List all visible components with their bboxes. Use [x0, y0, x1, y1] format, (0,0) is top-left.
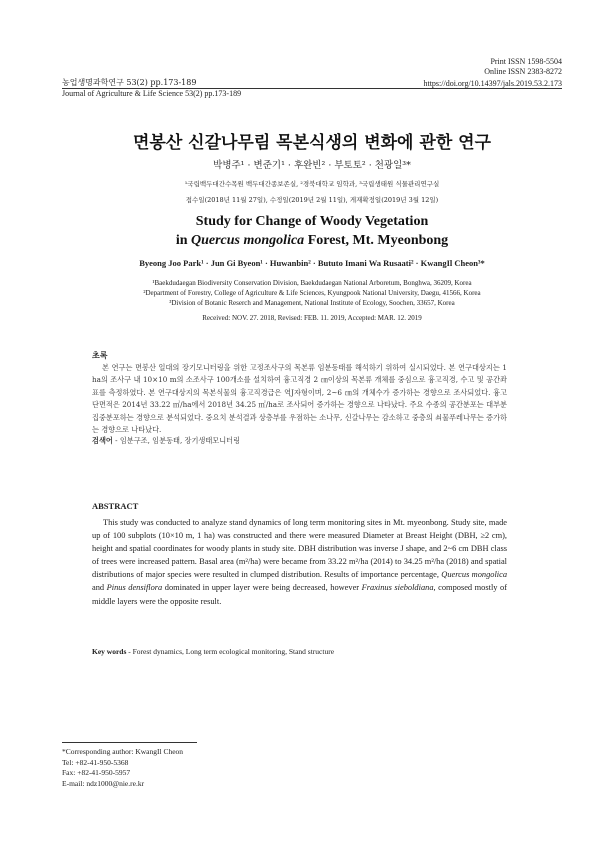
dates-korean: 접수일(2018년 11월 27일), 수정일(2019년 2월 11일), 게재확정일(2019년 3월 12일) — [185, 196, 439, 204]
title-en-species: Quercus mongolica — [191, 233, 305, 248]
abstract-english-body — [92, 516, 507, 608]
title-korean: 면봉산 신갈나무림 목본식생의 변화에 관한 연구 — [132, 133, 492, 153]
affiliations-korean: ¹국립백두대간수목원 백두대간종보존실, ²경북대학교 임학과, ³국립생태원 식물관리연구실 — [184, 180, 440, 188]
journal-english: Journal of Agriculture & Life Science 53(2) pp.173-189 — [62, 89, 242, 98]
authors-korean: 박병주¹ · 변준기¹ · 후완빈² · 부토토² · 천광일³* — [213, 160, 411, 171]
keywords-korean-label: 검색어 — [92, 436, 113, 445]
title-en-suffix: Forest, Mt. Myeonbong — [304, 233, 449, 248]
affiliation-3: ³Division of Botanic Reserch and Management, National Institute of Ecology, Soochen, 33657, Korea — [169, 299, 455, 307]
abstract-en-species-3: Fraxinus sieboldiana — [361, 583, 434, 593]
affiliations-english — [62, 278, 562, 308]
abstract-en-species-2: Pinus densiflora — [106, 583, 163, 593]
abstract-en-species-1: Quercus mongolica — [441, 570, 508, 580]
affiliation-1: ¹Baekdudaegan Biodiversity Conservation Division, Baekdudaegan National Arboretum, Bonghwa, 36209, Korea — [152, 279, 472, 287]
abstract-en-part2: and — [92, 583, 107, 593]
keywords-english — [92, 647, 334, 656]
abstract-korean-heading: 초록 — [92, 350, 108, 360]
print-issn: Print ISSN 1598-5504 — [490, 57, 562, 66]
keywords-korean-text: - 임분구조, 임분동태, 장기생태모니터링 — [112, 436, 241, 445]
dates-english: Received: NOV. 27. 2018, Revised: FEB. 11. 2019, Accepted: MAR. 12. 2019 — [202, 314, 422, 322]
affiliation-2: ²Department of Forestry, College of Agriculture & Life Sciences, Kyungpook National University, Daegu, 41566, Korea — [143, 289, 481, 297]
footnote-rule — [62, 742, 197, 743]
online-issn: Online ISSN 2383-8272 — [484, 67, 562, 76]
title-english-line2 — [62, 233, 562, 249]
telephone: Tel: +82-41-950-5368 — [62, 757, 129, 767]
email[interactable]: E-mail: ndz1000@nie.re.kr — [62, 778, 145, 788]
title-en-prefix: in — [175, 233, 191, 248]
abstract-korean-body: 본 연구는 면봉산 일대의 장기모니터링을 위한 고정조사구의 목본류 임분동태를 해석하기 위하여 실시되었다. 본 연구대상지는 1 ha의 조사구 내 10×10 m의 소조사구 100개소를 설치하여 흉고직경 2 ㎝이상의 목본류 개체를 중심으로 흉고직경, 수고 및 공간좌표를 측정하였다. 본 연구대상지의 목본식물의 흉고직경급은 역J자형이며, 2~6 ㎝의 개체수가 증가하는 경향으로 조사되었다. 흉고단면적은 2014년 33.22 ㎡/ha에서 2018년 34.25 ㎡/ha로 조사되어 증가하는 경향으로 나타났다. 주요 수종의 공간분포는 대부분 집중분포하는 경향으로 분석되었다. 중요치 분석결과 상층부를 우점하는 소나무, 신갈나무는 감소하고 중층의 쇠물푸레나무는 증가하는 경향으로 나타났다. — [92, 363, 507, 435]
keywords-korean — [92, 436, 240, 446]
footnote — [62, 747, 183, 789]
title-english-line1: Study for Change of Woody Vegetation — [195, 214, 429, 229]
journal-korean: 농업생명과학연구 53(2) pp.173-189 — [62, 78, 197, 87]
authors-english: Byeong Joo Park¹ · Jun Gi Byeon¹ · Huwanbin² · Bututo Imani Wa Rusaati² · KwangIl Cheon³* — [139, 258, 485, 268]
abstract-en-part4: , composed mostly of middle layers were the opposite result. — [92, 583, 507, 606]
doi-link[interactable]: https://doi.org/10.14397/jals.2019.53.2.173 — [423, 79, 562, 88]
abstract-en-part1: This study was conducted to analyze stand dynamics of long term monitoring sites in Mt. myeonbong. Study site, made up of 100 subplots (10×10 m, 1 ha) was constructed and there were measured Diameter at Breast Height (DBH, ≥2 cm), height and spatial coordinates for woody plants in study site. DBH distribution was inverse J shape, and 2~6 cm DBH class of trees were increased pattern. Basal area (m²/ha) were became from 33.22 m²/ha (2014) to 34.25 m²/ha (2018) and spatial distributions of major species were resulted in clumped distribution. Results of importance percentage, — [92, 518, 507, 580]
abstract-en-part3: dominated in upper layer were being decreased, however — [162, 583, 362, 593]
keywords-english-label: Key words — [92, 647, 127, 656]
keywords-english-text: - Forest dynamics, Long term ecological monitoring, Stand structure — [126, 647, 335, 656]
fax: Fax: +82-41-950-5957 — [62, 768, 131, 777]
corresponding-author: *Corresponding author: KwangIl Cheon — [62, 747, 184, 756]
abstract-english-heading: ABSTRACT — [92, 501, 139, 511]
